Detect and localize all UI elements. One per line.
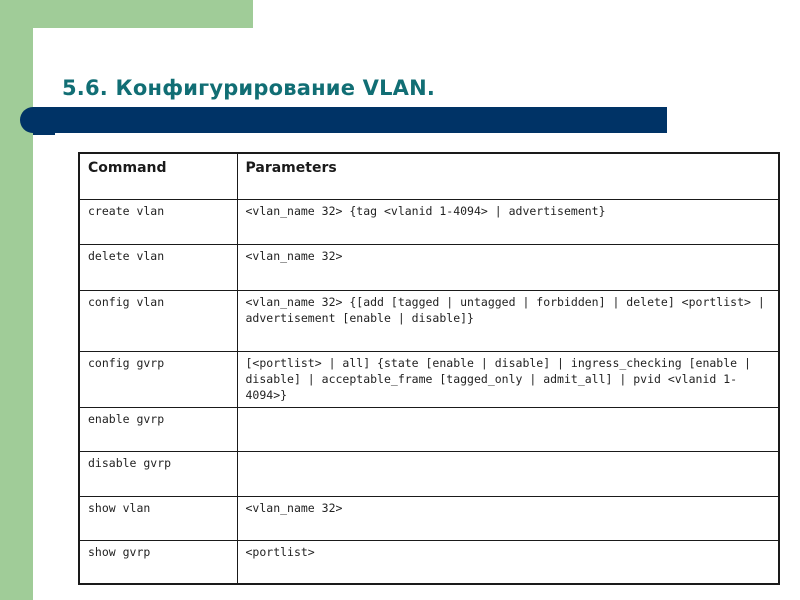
command-cell: enable gvrp: [79, 407, 237, 452]
table-row: [79, 496, 779, 541]
parameters-cell: [237, 452, 779, 497]
parameters-cell: <vlan_name 32>: [237, 245, 779, 291]
command-cell: show vlan: [79, 496, 237, 541]
parameters-cell: <vlan_name 32> {[add [tagged | untagged | forbidden] | delete] <portlist> | advertisement [enable | disable]}: [237, 290, 779, 352]
table-row: [79, 352, 779, 408]
table-header-row: [79, 153, 779, 199]
parameters-cell: [<portlist> | all] {state [enable | disable] | ingress_checking [enable | disable] | acceptable_frame [tagged_only | admit_all] | pvid <vlanid 1-4094>}: [237, 352, 779, 408]
table-row: [79, 245, 779, 291]
vlan-command-table: [78, 152, 780, 585]
command-cell: config vlan: [79, 290, 237, 352]
table-row: [79, 541, 779, 584]
header-command: Command: [79, 153, 237, 199]
title-bar-notch: [33, 131, 55, 135]
command-cell: show gvrp: [79, 541, 237, 584]
command-cell: create vlan: [79, 199, 237, 245]
command-cell: delete vlan: [79, 245, 237, 291]
header-parameters: Parameters: [237, 153, 779, 199]
command-cell: config gvrp: [79, 352, 237, 408]
title-underline-bar: [20, 107, 667, 133]
parameters-cell: [237, 407, 779, 452]
command-cell: disable gvrp: [79, 452, 237, 497]
table-row: [79, 290, 779, 352]
parameters-cell: <vlan_name 32> {tag <vlanid 1-4094> | advertisement}: [237, 199, 779, 245]
table-row: [79, 452, 779, 497]
parameters-cell: <vlan_name 32>: [237, 496, 779, 541]
table-row: [79, 407, 779, 452]
decor-green-top: [0, 0, 253, 28]
decor-green-left: [0, 0, 33, 600]
slide-title: 5.6. Конфигурирование VLAN.: [62, 76, 436, 100]
parameters-cell: <portlist>: [237, 541, 779, 584]
table-row: [79, 199, 779, 245]
